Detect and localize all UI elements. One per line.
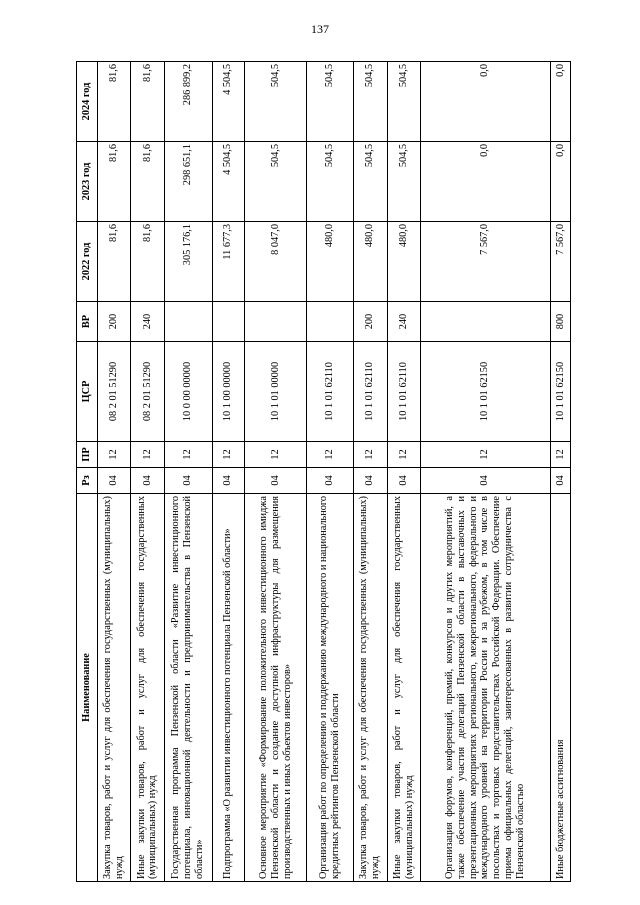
row-2022: 305 176,1 — [164, 222, 212, 302]
row-2022: 480,0 — [354, 222, 387, 302]
row-csr: 10 1 01 62110 — [307, 342, 354, 442]
table-row — [131, 62, 164, 882]
row-2022: 480,0 — [307, 222, 354, 302]
row-2024: 0,0 — [420, 62, 550, 142]
table-body — [98, 62, 571, 882]
row-name: Закупка товаров, работ и услуг для обеспечения государственных (муниципальных) нужд — [354, 494, 387, 882]
row-pr: 12 — [131, 442, 164, 468]
row-2024: 0,0 — [551, 62, 571, 142]
row-name: Государственная программа Пензенской области «Развитие инвестиционного потенциала, инновационной деятельности и предпринимательства в Пензенской области» — [164, 494, 212, 882]
rotated-table-area — [76, 62, 571, 882]
row-pr: 12 — [307, 442, 354, 468]
row-rz: 04 — [387, 468, 420, 494]
row-csr: 10 1 01 62150 — [420, 342, 550, 442]
row-2024: 504,5 — [245, 62, 307, 142]
row-2022: 81,6 — [131, 222, 164, 302]
row-vr — [420, 302, 550, 342]
row-2023: 504,5 — [245, 142, 307, 222]
row-pr: 12 — [551, 442, 571, 468]
row-vr: 240 — [131, 302, 164, 342]
header-2023: 2023 год — [77, 142, 98, 222]
row-2024: 504,5 — [307, 62, 354, 142]
table-row — [98, 62, 131, 882]
row-2023: 0,0 — [420, 142, 550, 222]
row-vr: 240 — [387, 302, 420, 342]
row-csr: 08 2 01 51290 — [131, 342, 164, 442]
row-2023: 0,0 — [551, 142, 571, 222]
budget-table — [76, 61, 571, 882]
table-header-row — [77, 62, 98, 882]
row-rz: 04 — [131, 468, 164, 494]
row-2024: 504,5 — [354, 62, 387, 142]
row-vr — [245, 302, 307, 342]
row-vr — [164, 302, 212, 342]
row-2022: 8 047,0 — [245, 222, 307, 302]
row-name: Основное мероприятие «Формирование положительного инвестиционного имиджа Пензенской области и создание доступной инфраструктуры для размещения производственных и иных объектов инвесторов» — [245, 494, 307, 882]
row-csr: 10 1 01 00000 — [245, 342, 307, 442]
row-2024: 286 899,2 — [164, 62, 212, 142]
row-pr: 12 — [354, 442, 387, 468]
row-2023: 81,6 — [131, 142, 164, 222]
row-2023: 504,5 — [307, 142, 354, 222]
row-2022: 480,0 — [387, 222, 420, 302]
row-csr: 10 1 00 00000 — [212, 342, 244, 442]
row-name: Подпрограмма «О развитии инвестиционного потенциала Пензенской области» — [212, 494, 244, 882]
row-2024: 4 504,5 — [212, 62, 244, 142]
row-2023: 504,5 — [354, 142, 387, 222]
header-csr: ЦСР — [77, 342, 98, 442]
header-vr: ВР — [77, 302, 98, 342]
table-row — [387, 62, 420, 882]
row-2024: 81,6 — [131, 62, 164, 142]
row-2022: 81,6 — [98, 222, 131, 302]
table-row — [551, 62, 571, 882]
table-row — [212, 62, 244, 882]
row-rz: 04 — [354, 468, 387, 494]
header-2024: 2024 год — [77, 62, 98, 142]
row-rz: 04 — [164, 468, 212, 494]
row-pr: 12 — [212, 442, 244, 468]
header-name: Наименование — [77, 494, 98, 882]
row-csr: 10 1 01 62110 — [354, 342, 387, 442]
row-rz: 04 — [245, 468, 307, 494]
row-2024: 504,5 — [387, 62, 420, 142]
table-row — [307, 62, 354, 882]
rotated-table-container — [76, 62, 571, 882]
row-2022: 7 567,0 — [420, 222, 550, 302]
row-rz: 04 — [212, 468, 244, 494]
row-2023: 81,6 — [98, 142, 131, 222]
row-name: Иные закупки товаров, работ и услуг для обеспечения государственных (муниципальных) нужд — [131, 494, 164, 882]
row-2022: 7 567,0 — [551, 222, 571, 302]
row-2023: 504,5 — [387, 142, 420, 222]
table-row — [164, 62, 212, 882]
row-pr: 12 — [98, 442, 131, 468]
header-rz: Рз — [77, 468, 98, 494]
row-csr: 10 1 01 62110 — [387, 342, 420, 442]
row-vr: 800 — [551, 302, 571, 342]
row-csr: 10 1 01 62150 — [551, 342, 571, 442]
row-rz: 04 — [551, 468, 571, 494]
row-name: Иные закупки товаров, работ и услуг для обеспечения государственных (муниципальных) нужд — [387, 494, 420, 882]
row-pr: 12 — [164, 442, 212, 468]
table-row — [245, 62, 307, 882]
row-vr — [212, 302, 244, 342]
row-name: Организация работ по определению и поддержанию международного и национального кредитных рейтингов Пензенской области — [307, 494, 354, 882]
row-rz: 04 — [420, 468, 550, 494]
row-csr: 10 0 00 00000 — [164, 342, 212, 442]
row-csr: 08 2 01 51290 — [98, 342, 131, 442]
row-2023: 298 651,1 — [164, 142, 212, 222]
row-pr: 12 — [420, 442, 550, 468]
row-pr: 12 — [387, 442, 420, 468]
page-number: 137 — [311, 22, 329, 36]
row-name: Закупка товаров, работ и услуг для обеспечения государственных (муниципальных) нужд — [98, 494, 131, 882]
row-rz: 04 — [98, 468, 131, 494]
row-2024: 81,6 — [98, 62, 131, 142]
table-row — [420, 62, 550, 882]
row-vr — [307, 302, 354, 342]
header-pr: ПР — [77, 442, 98, 468]
row-vr: 200 — [354, 302, 387, 342]
row-name: Иные бюджетные ассигнования — [551, 494, 571, 882]
row-pr: 12 — [245, 442, 307, 468]
header-2022: 2022 год — [77, 222, 98, 302]
row-vr: 200 — [98, 302, 131, 342]
row-2022: 11 677,3 — [212, 222, 244, 302]
row-2023: 4 504,5 — [212, 142, 244, 222]
table-row — [354, 62, 387, 882]
row-name: Организация форумов, конференций, премий, конкурсов и других мероприятий, а также обеспечение участия делегаций Пензенской области в выставочных и презентационных мероприятиях регионального, межрегионального, федерального и международного уровней на территории России и за рубежом, в том числе в посольствах и торговых представительствах Российской Федерации. Обеспечение приема официальных делегаций, заинтересованных в развитии сотрудничества с Пензенской областью — [420, 494, 550, 882]
row-rz: 04 — [307, 468, 354, 494]
